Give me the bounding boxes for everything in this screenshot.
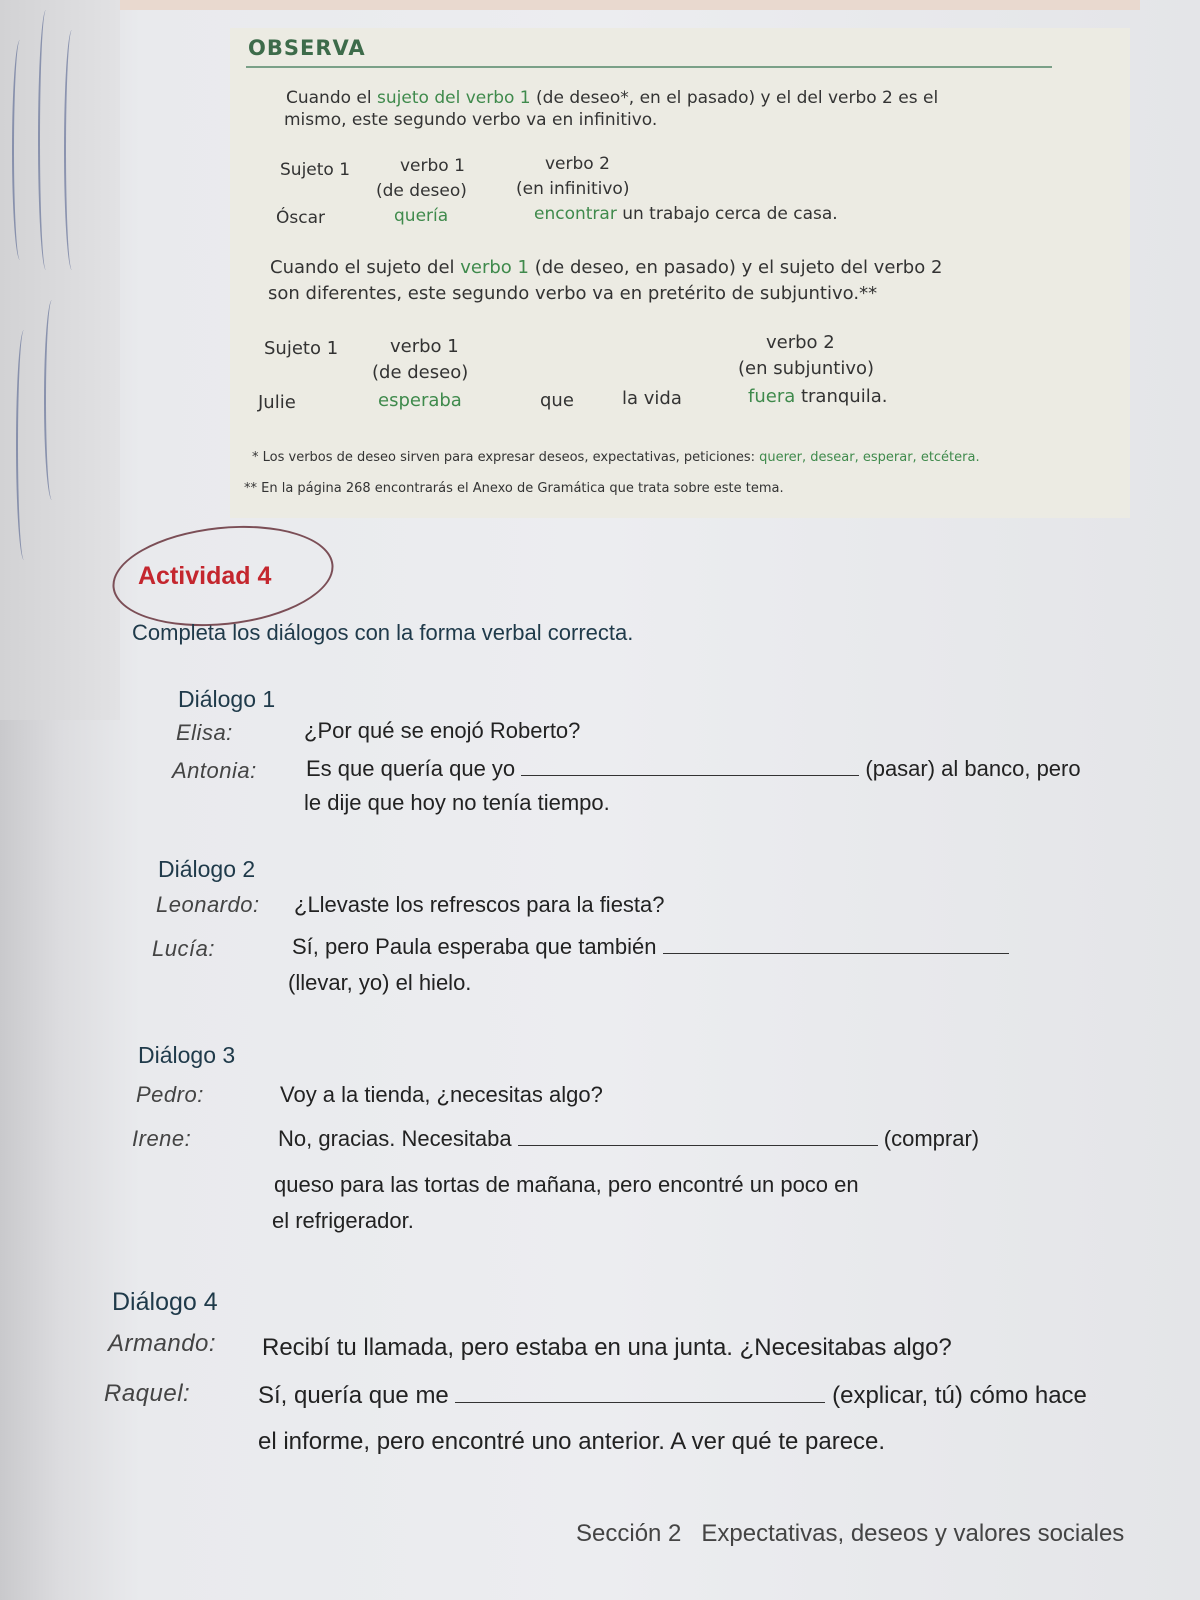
rule1-line1: Cuando el sujeto del verbo 1 (de deseo*, en el pasado) y el del verbo 2 es el bbox=[286, 88, 939, 108]
dialog-4-answer-blank[interactable] bbox=[455, 1384, 825, 1403]
ex1-header-subject: Sujeto 1 bbox=[280, 160, 351, 180]
page-footer bbox=[576, 1520, 1124, 1548]
dialog-1-heading: Diálogo 1 bbox=[178, 686, 276, 712]
ex1-header-verb2-note: (en infinitivo) bbox=[516, 179, 630, 199]
rule2-line1: Cuando el sujeto del verbo 1 (de deseo, en pasado) y el sujeto del verbo 2 bbox=[270, 257, 943, 278]
observa-title: OBSERVA bbox=[248, 36, 366, 60]
dialog-3-speaker-1: Pedro: bbox=[136, 1082, 204, 1107]
ex1-header-verb1: verbo 1 bbox=[400, 156, 465, 176]
footer-section: Sección 2 bbox=[576, 1520, 682, 1547]
rule1-line2: mismo, este segundo verbo va en infinitivo. bbox=[284, 110, 658, 130]
dialog-1-speaker-2: Antonia: bbox=[172, 758, 257, 783]
dialog-1-line-2: Es que quería que yo (pasar) al banco, pero bbox=[306, 756, 1081, 781]
ex1-verb1: quería bbox=[394, 206, 449, 226]
dialog-2-answer-blank[interactable] bbox=[663, 935, 1009, 954]
dialog-3-speaker-2: Irene: bbox=[132, 1126, 192, 1151]
ex1-subject: Óscar bbox=[276, 208, 325, 228]
dialog-3-line-1: Voy a la tienda, ¿necesitas algo? bbox=[280, 1082, 603, 1107]
observa-divider bbox=[246, 66, 1052, 68]
footnote-1: * Los verbos de deseo sirven para expresar deseos, expectativas, peticiones: querer, desear, esperar, etcétera. bbox=[252, 450, 980, 465]
dialog-4-line-2: Sí, quería que me (explicar, tú) cómo hace bbox=[258, 1382, 1087, 1409]
top-color-strip bbox=[120, 0, 1140, 10]
dialog-1-speaker-1: Elisa: bbox=[176, 720, 233, 745]
dialog-1-line-3: le dije que hoy no tenía tiempo. bbox=[304, 790, 610, 815]
dialog-4-speaker-2: Raquel: bbox=[104, 1380, 191, 1407]
ex2-subject: Julie bbox=[258, 392, 296, 413]
ex2-verb2-phrase: fuera tranquila. bbox=[748, 386, 888, 407]
ex2-header-subject: Sujeto 1 bbox=[264, 338, 339, 359]
dialog-2-line-2: Sí, pero Paula esperaba que también bbox=[292, 934, 1009, 960]
activity-instruction: Completa los diálogos con la forma verbal correcta. bbox=[132, 620, 634, 645]
footer-title: Expectativas, deseos y valores sociales bbox=[701, 1520, 1125, 1547]
ex1-header-verb1-note: (de deseo) bbox=[376, 181, 467, 201]
ex2-header-verb1-note: (de deseo) bbox=[372, 362, 469, 383]
dialog-4-line-3: el informe, pero encontré uno anterior. A ver qué te parece. bbox=[258, 1428, 886, 1455]
rule2-line2: son diferentes, este segundo verbo va en pretérito de subjuntivo.** bbox=[268, 283, 878, 304]
ex2-verb1: esperaba bbox=[378, 390, 462, 411]
dialog-2-line-3: (llevar, yo) el hielo. bbox=[288, 970, 472, 995]
dialog-3-line-4: el refrigerador. bbox=[272, 1208, 414, 1233]
ex2-header-verb1: verbo 1 bbox=[390, 336, 459, 357]
dialog-3-line-3: queso para las tortas de mañana, pero encontré un poco en bbox=[274, 1172, 859, 1197]
dialog-1-answer-blank[interactable] bbox=[521, 757, 859, 776]
dialog-3-line-2: No, gracias. Necesitaba (comprar) bbox=[278, 1126, 980, 1151]
ex2-header-verb2: verbo 2 bbox=[766, 332, 835, 353]
activity-title: Actividad 4 bbox=[138, 562, 272, 590]
dialog-2-line-1: ¿Llevaste los refrescos para la fiesta? bbox=[294, 892, 665, 917]
dialog-1-line-1: ¿Por qué se enojó Roberto? bbox=[304, 718, 581, 743]
dialog-4-line-1: Recibí tu llamada, pero estaba en una junta. ¿Necesitabas algo? bbox=[262, 1334, 952, 1361]
dialog-4-heading: Diálogo 4 bbox=[112, 1288, 218, 1316]
ex2-header-verb2-note: (en subjuntivo) bbox=[738, 358, 875, 379]
dialog-2-speaker-2: Lucía: bbox=[152, 936, 215, 961]
handwritten-margin bbox=[0, 0, 120, 720]
ex2-que: que bbox=[540, 390, 574, 411]
footnote-2: ** En la página 268 encontrarás el Anexo de Gramática que trata sobre este tema. bbox=[244, 481, 784, 496]
ex1-header-verb2: verbo 2 bbox=[545, 154, 610, 174]
ex2-subject2: la vida bbox=[622, 388, 682, 409]
ex1-verb2-phrase: encontrar un trabajo cerca de casa. bbox=[534, 204, 838, 224]
dialog-2-heading: Diálogo 2 bbox=[158, 856, 256, 882]
dialog-2-speaker-1: Leonardo: bbox=[156, 892, 260, 917]
dialog-4-speaker-1: Armando: bbox=[108, 1330, 217, 1357]
dialog-3-answer-blank[interactable] bbox=[518, 1127, 878, 1146]
dialog-3-heading: Diálogo 3 bbox=[138, 1042, 236, 1068]
